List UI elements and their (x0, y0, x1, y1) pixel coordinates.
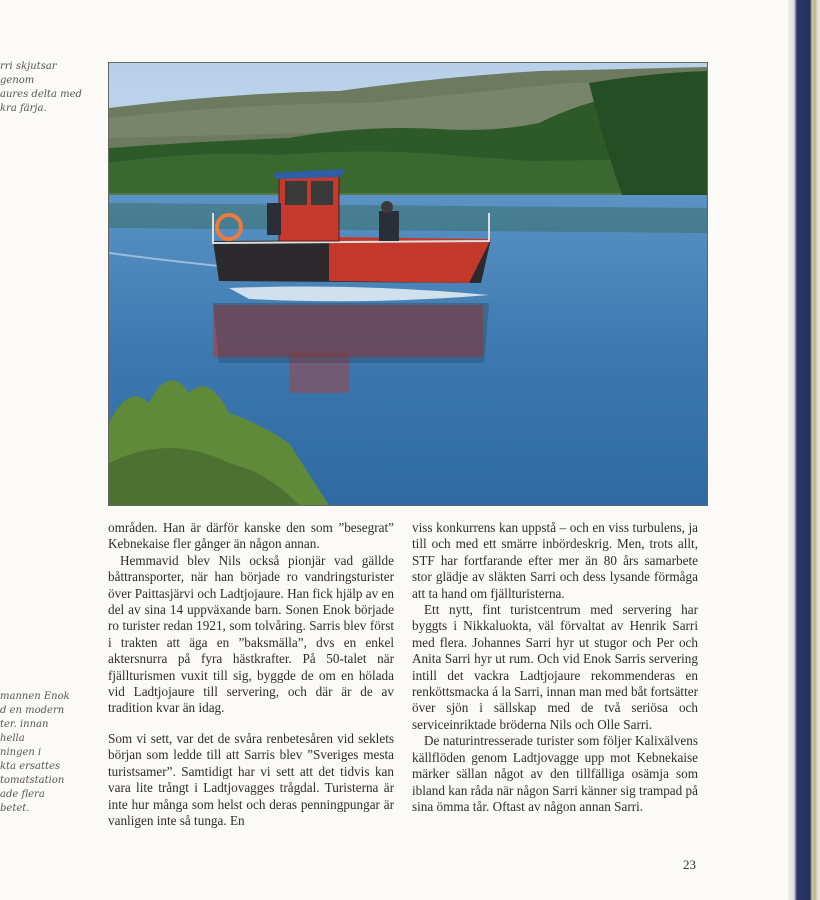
photo-ferry-on-lake (108, 62, 708, 506)
text-column-right (412, 520, 698, 815)
paragraph: områden. Han är därför kanske den som ”besegrat” Kebnekaise fler gånger än någon annan. (108, 520, 394, 552)
text-column-left (108, 520, 394, 829)
margin-caption-top: rri skjutsar genom aures delta med kra färja. (0, 61, 82, 114)
paragraph: De naturintresserade turister som följer Kalixälvens källflöden genom Ladtjovagge upp mot Kebnekaise märker sällan något av den tillfälliga osämja som ibland kan råda när någon Sarri känner sig trampad på sina ömma tår. Oftast av någon annan Sarri. (412, 733, 698, 814)
paragraph: Hemmavid blev Nils också pionjär vad gällde båttransporter, när han började ro vandringsturister över Paittasjärvi och Ladtjojaure. Han fick hjälp av en del av sina 14 uppväxande barn. Sonen Enok började ro turister redan 1921, som tolvåring. Sarris blev först i trakten att äga en ”baksmälla”, dvs en enkel aktersnurra på fyra hästkrafter. På 50-talet när fjällturismen vuxit till sig, byggde de om en hölada vid Ladtjojaure till servering, och där är de av tradition kvar än idag. (108, 552, 394, 716)
book-binding-edge (788, 0, 820, 900)
page-number: 23 (683, 857, 696, 872)
paragraph: Som vi sett, var det de svåra renbetesåren vid seklets början som ledde till att Sarris blev ”Sveriges mesta turistsamer”. Samtidigt har vi sett att det tidvis kan vara lite trångt i Ladtjovagges trågdal. Turisterna är inte hur många som helst och deras penningpungar är vanligen inte så tunga. En (108, 730, 394, 828)
margin-caption-bottom: mannen Enok d en modern ter. innan hella ningen i kta ersattes tomatstation ade flera betet. (0, 691, 70, 814)
paragraph: viss konkurrens kan uppstå – och en viss turbulens, ja till och med ett smärre inbördeskrig. Men, trots allt, STF har fortfarande efter mer än 80 års samarbete stor glädje av släkten Sarri och dess lysande förmåga att ta hand om fjällturisterna. (412, 520, 698, 601)
paragraph: Ett nytt, fint turistcentrum med servering har byggts i Nikkaluokta, väl förvaltat av Henrik Sarri med flera. Johannes Sarri hyr ut stugor och Per och Anita Sarri hyr ut rum. Och vid Enok Sarris servering intill det vackra Ladtjojaure rekommenderas en renköttsmacka á la Sarri, innan man med båt fortsätter över sjön i sällskap med de två seriösa och serviceinriktade bröderna Nils och Olle Sarri. (412, 602, 698, 732)
